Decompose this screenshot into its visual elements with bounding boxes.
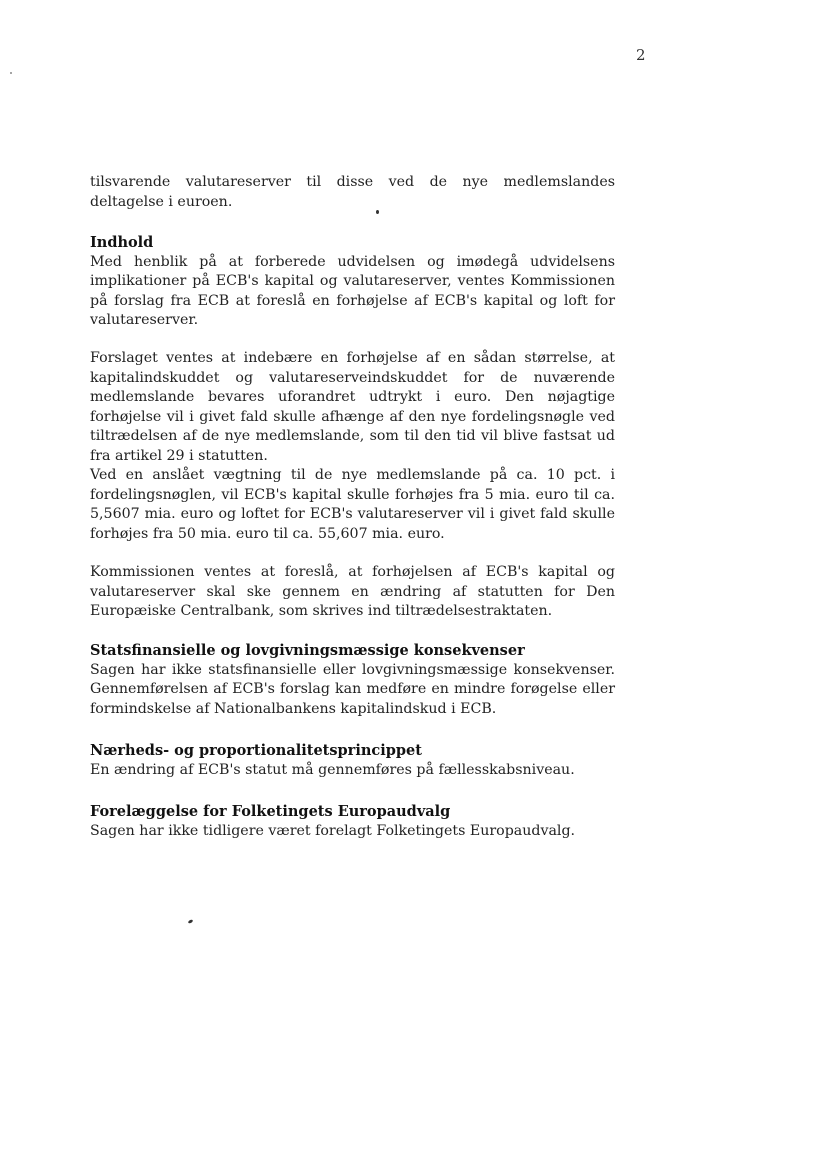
scan-mark: [188, 919, 194, 924]
scan-speck: [376, 210, 379, 214]
section-indhold: [90, 233, 615, 331]
section-kommissionen: [90, 563, 615, 622]
stats-heading: Statsfinansielle og lovgivningsmæssige konsekvenser: [90, 642, 525, 659]
indhold-heading: Indhold: [90, 234, 154, 251]
continuation-text: [90, 173, 615, 212]
forelaeggelse-heading: Forelæggelse for Folketingets Europaudvalg: [90, 803, 451, 820]
section-statsfinansielle: [90, 641, 615, 719]
forelaeggelse-body: Sagen har ikke tidligere været forelagt Folketingets Europaudvalg.: [90, 822, 576, 839]
page-number: 2: [636, 46, 646, 64]
section-naerhed: [90, 741, 615, 780]
indhold-paragraph-3: Ved en anslået vægtning til de nye medlemslande på ca. 10 pct. i fordelingsnøglen, vil ECB's kapital skulle forhøjes fra 5 mia. euro til ca. 5,5607 mia. euro og loftet for ECB's valutareserver vil i givet fald skulle forhøjes fra 50 mia. euro til ca. 55,607 mia. euro.: [90, 467, 615, 542]
section-forelaeggelse: [90, 802, 615, 841]
indhold-paragraph-4: Kommissionen ventes at foreslå, at forhøjelsen af ECB's kapital og valutareserver skal ske gennem en ændring af statutten for Den Europæiske Centralbank, som skrives ind tiltrædelsestraktaten.: [90, 564, 615, 619]
naerhed-body: En ændring af ECB's statut må gennemføres på fællesskabsniveau.: [90, 761, 575, 778]
indhold-paragraph-1: Med henblik på at forberede udvidelsen og imødegå udvidelsens implikationer på ECB's kapital og valutareserver, ventes Kommissionen på forslag fra ECB at foreslå en forhøjelse af ECB's kapital og loft for valutareserver.: [90, 253, 615, 328]
naerhed-heading: Nærheds- og proportionalitetsprincippet: [90, 742, 422, 759]
section-forslaget: [90, 349, 615, 544]
indhold-paragraph-2: Forslaget ventes at indebære en forhøjelse af en sådan størrelse, at kapitalindskuddet og valutareserveindskuddet for de nuværende medlemslande bevares uforandret udtrykt i euro. Den nøjagtige forhøjelse vil i givet fald skulle afhænge af den nye fordelingsnøgle ved tiltrædelsen af de nye medlemslande, som til den tid vil blive fastsat ud fra artikel 29 i statutten.: [90, 350, 615, 464]
scan-dot: [10, 72, 12, 74]
continuation-paragraph: tilsvarende valutareserver til disse ved de nye medlemslandes deltagelse i euroen.: [90, 174, 615, 210]
stats-body: Sagen har ikke statsfinansielle eller lovgivningsmæssige konsekvenser. Gennemførelsen af ECB's forslag kan medføre en mindre forøgelse eller formindskelse af Nationalbankens kapitalindskud i ECB.: [90, 661, 615, 717]
